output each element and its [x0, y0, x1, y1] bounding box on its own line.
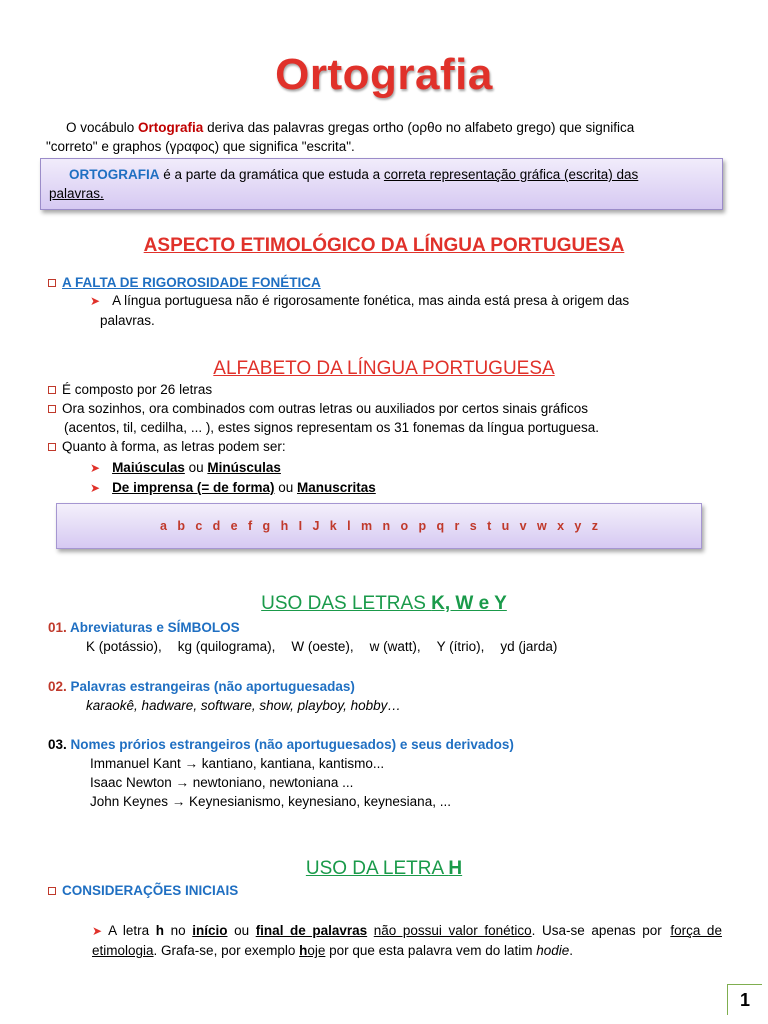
- alphabet-bullet-1-text: É composto por 26 letras: [62, 382, 213, 397]
- page-number: 1: [727, 984, 762, 1015]
- h-text-12: h: [299, 943, 308, 958]
- alphabet-letter: e: [230, 519, 238, 533]
- h-text-16: .: [569, 943, 574, 958]
- kwy-item-1-title: Abreviaturas e SÍMBOLOS: [66, 620, 240, 635]
- example-newton: Isaac Newton → newtoniano, newtoniana ...: [90, 775, 354, 790]
- alphabet-bullet-3: [48, 437, 724, 456]
- alphabet-letter: m: [360, 519, 373, 533]
- arrow-bullet-icon: ➤: [90, 294, 101, 308]
- alphabet-letter: g: [262, 519, 271, 533]
- square-bullet-icon: [48, 386, 56, 394]
- square-bullet-icon: [48, 405, 56, 413]
- form-handwritten: Manuscritas: [297, 480, 376, 495]
- h-text-14: por que esta palavra vem do latim: [325, 943, 533, 958]
- alphabet-letter: z: [591, 519, 598, 533]
- kwy-item-3: [48, 735, 514, 754]
- definition-line-2: palavras.: [49, 186, 104, 201]
- h-text-11: . Grafa-se, por exemplo: [153, 943, 300, 958]
- definition-keyword: ORTOGRAFIA: [69, 167, 160, 182]
- intro-keyword: Ortografia: [138, 120, 204, 135]
- kwy-item-1: [48, 618, 240, 637]
- square-bullet-icon: [48, 279, 56, 287]
- square-bullet-icon: [48, 443, 56, 451]
- h-text-2: h: [155, 923, 165, 938]
- arrow-bullet-icon: ➤: [90, 481, 101, 495]
- kwy-item-3-examples: [90, 754, 451, 811]
- etymology-item: [90, 291, 730, 330]
- alphabet-letter: f: [248, 519, 253, 533]
- alphabet-bullets: [48, 380, 724, 456]
- alphabet-letter: b: [177, 519, 185, 533]
- alphabet-box: [56, 503, 702, 549]
- alphabet-letter: a: [159, 519, 167, 533]
- letter-form-1: [90, 458, 376, 478]
- etymology-item-text: A língua portuguesa não é rigorosamente fonética, mas ainda está presa à origem das: [112, 293, 630, 308]
- alphabet-bullet-2-line-2: (acentos, til, cedilha, ... ), estes signos representam os 31 fonemas da língua portuguesa.: [64, 420, 600, 435]
- alphabet-bullet-2-text-a: Ora sozinhos, ora combinados com outras letras ou auxiliados por certos sinais gráficos: [62, 401, 588, 416]
- alphabet-letter: v: [519, 519, 527, 533]
- section-h-heading: [0, 858, 768, 880]
- intro-line-2: "correto" e graphos (γραφος) que significa "escrita".: [46, 139, 355, 154]
- h-subheading: [48, 881, 238, 900]
- intro-line-1: [46, 118, 726, 137]
- h-text-10: força de etimologia: [92, 923, 722, 958]
- form-or-1: ou: [184, 460, 208, 475]
- kwy-item-2: [48, 677, 355, 696]
- example-keynes: John Keynes → Keynesianismo, keynesiano, keynesiana, ...: [90, 794, 451, 809]
- h-text-3: no: [164, 923, 193, 938]
- form-or-2: ou: [274, 480, 298, 495]
- kwy-item-2-title: Palavras estrangeiras (não aportuguesadas): [66, 679, 355, 694]
- intro-paragraph: [46, 118, 726, 156]
- square-bullet-icon: [48, 887, 56, 895]
- page-title: Ortografia: [275, 50, 493, 99]
- h-heading-letter: H: [448, 858, 463, 879]
- arrow-bullet-icon: ➤: [90, 461, 101, 475]
- h-text-8: não possui valor fonético: [373, 923, 532, 938]
- etymology-subheading-text: A FALTA DE RIGOROSIDADE FONÉTICA: [62, 275, 321, 290]
- letter-forms: [90, 458, 376, 498]
- alphabet-letter: n: [382, 519, 391, 533]
- section-alphabet-heading: ALFABETO DA LÍNGUA PORTUGUESA: [213, 358, 555, 379]
- alphabet-bullet-2: [48, 399, 724, 418]
- intro-text-b: deriva das palavras gregas ortho (ορθο no alfabeto grego) que significa: [203, 120, 635, 135]
- definition-underlined: correta representação gráfica (escrita) das: [383, 167, 639, 182]
- kwy-item-1-number: 01.: [48, 620, 67, 635]
- alphabet-bullet-3-text: Quanto à forma, as letras podem ser:: [62, 439, 286, 454]
- h-text-15: hodie: [536, 943, 570, 958]
- alphabet-letter: w: [536, 519, 547, 533]
- alphabet-letter: u: [501, 519, 510, 533]
- kwy-item-3-title: Nomes prórios estrangeiros (não aportuguesados) e seus derivados): [66, 737, 514, 752]
- form-print: De imprensa (= de forma): [112, 480, 275, 495]
- alphabet-letter: y: [574, 519, 582, 533]
- intro-text-a: O vocábulo: [66, 120, 139, 135]
- h-heading-text: USO DA LETRA: [305, 858, 449, 879]
- definition-line-1: [49, 165, 714, 184]
- alphabet-letter: d: [212, 519, 221, 533]
- alphabet-letter: x: [557, 519, 565, 533]
- form-lowercase: Minúsculas: [207, 460, 281, 475]
- etymology-subheading: [48, 273, 321, 292]
- h-text-1: A letra: [108, 923, 156, 938]
- example-kant: Immanuel Kant → kantiano, kantiana, kantismo...: [90, 756, 385, 771]
- h-text-9: . Usa-se apenas por: [531, 923, 662, 938]
- h-text-5: ou: [227, 923, 256, 938]
- etymology-item-line-2: palavras.: [100, 313, 155, 328]
- section-etymology-heading: ASPECTO ETIMOLÓGICO DA LÍNGUA PORTUGUESA: [143, 235, 625, 256]
- symbol-example: w (watt),: [369, 639, 421, 654]
- alphabet-bullet-1: [48, 380, 724, 399]
- kwy-item-3-number: 03.: [48, 737, 67, 752]
- alphabet-letter: p: [418, 519, 427, 533]
- alphabet-letter: q: [436, 519, 445, 533]
- arrow-bullet-icon: ➤: [92, 924, 103, 938]
- definition-box: [40, 158, 723, 210]
- letter-form-2: [90, 478, 376, 498]
- definition-text: é a parte da gramática que estuda a: [159, 167, 384, 182]
- kwy-heading-text: USO DAS LETRAS: [261, 593, 432, 614]
- symbol-example: K (potássio),: [86, 639, 162, 654]
- kwy-item-1-examples: [86, 637, 726, 656]
- alphabet-letter: I: [298, 519, 303, 533]
- section-kwy-heading: [0, 593, 768, 615]
- alphabet-letter: c: [195, 519, 203, 533]
- alphabet-letter: t: [487, 519, 492, 533]
- h-text-4: início: [192, 923, 228, 938]
- h-text-6: final de palavras: [255, 923, 368, 938]
- alphabet-letter: l: [347, 519, 351, 533]
- alphabet-letter: J: [312, 519, 320, 533]
- alphabet-letter: r: [454, 519, 460, 533]
- kwy-item-2-number: 02.: [48, 679, 67, 694]
- kwy-item-2-examples: karaokê, hadware, software, show, playboy, hobby…: [86, 698, 401, 713]
- symbol-example: Y (ítrio),: [436, 639, 485, 654]
- h-text-7: [367, 923, 374, 938]
- symbol-example: kg (quilograma),: [177, 639, 276, 654]
- form-uppercase: Maiúsculas: [112, 460, 185, 475]
- symbol-example: yd (jarda): [500, 639, 558, 654]
- alphabet-letter: h: [280, 519, 289, 533]
- h-subheading-text: CONSIDERAÇÕES INICIAIS: [62, 883, 239, 898]
- h-paragraph: [92, 921, 722, 960]
- alphabet-letter: o: [400, 519, 409, 533]
- kwy-heading-letters: K, W e Y: [431, 593, 507, 614]
- etymology-item-line-1: [90, 291, 730, 311]
- alphabet-letter: s: [469, 519, 477, 533]
- h-text-13: oje: [307, 943, 326, 958]
- alphabet-letter: k: [329, 519, 337, 533]
- symbol-example: W (oeste),: [291, 639, 354, 654]
